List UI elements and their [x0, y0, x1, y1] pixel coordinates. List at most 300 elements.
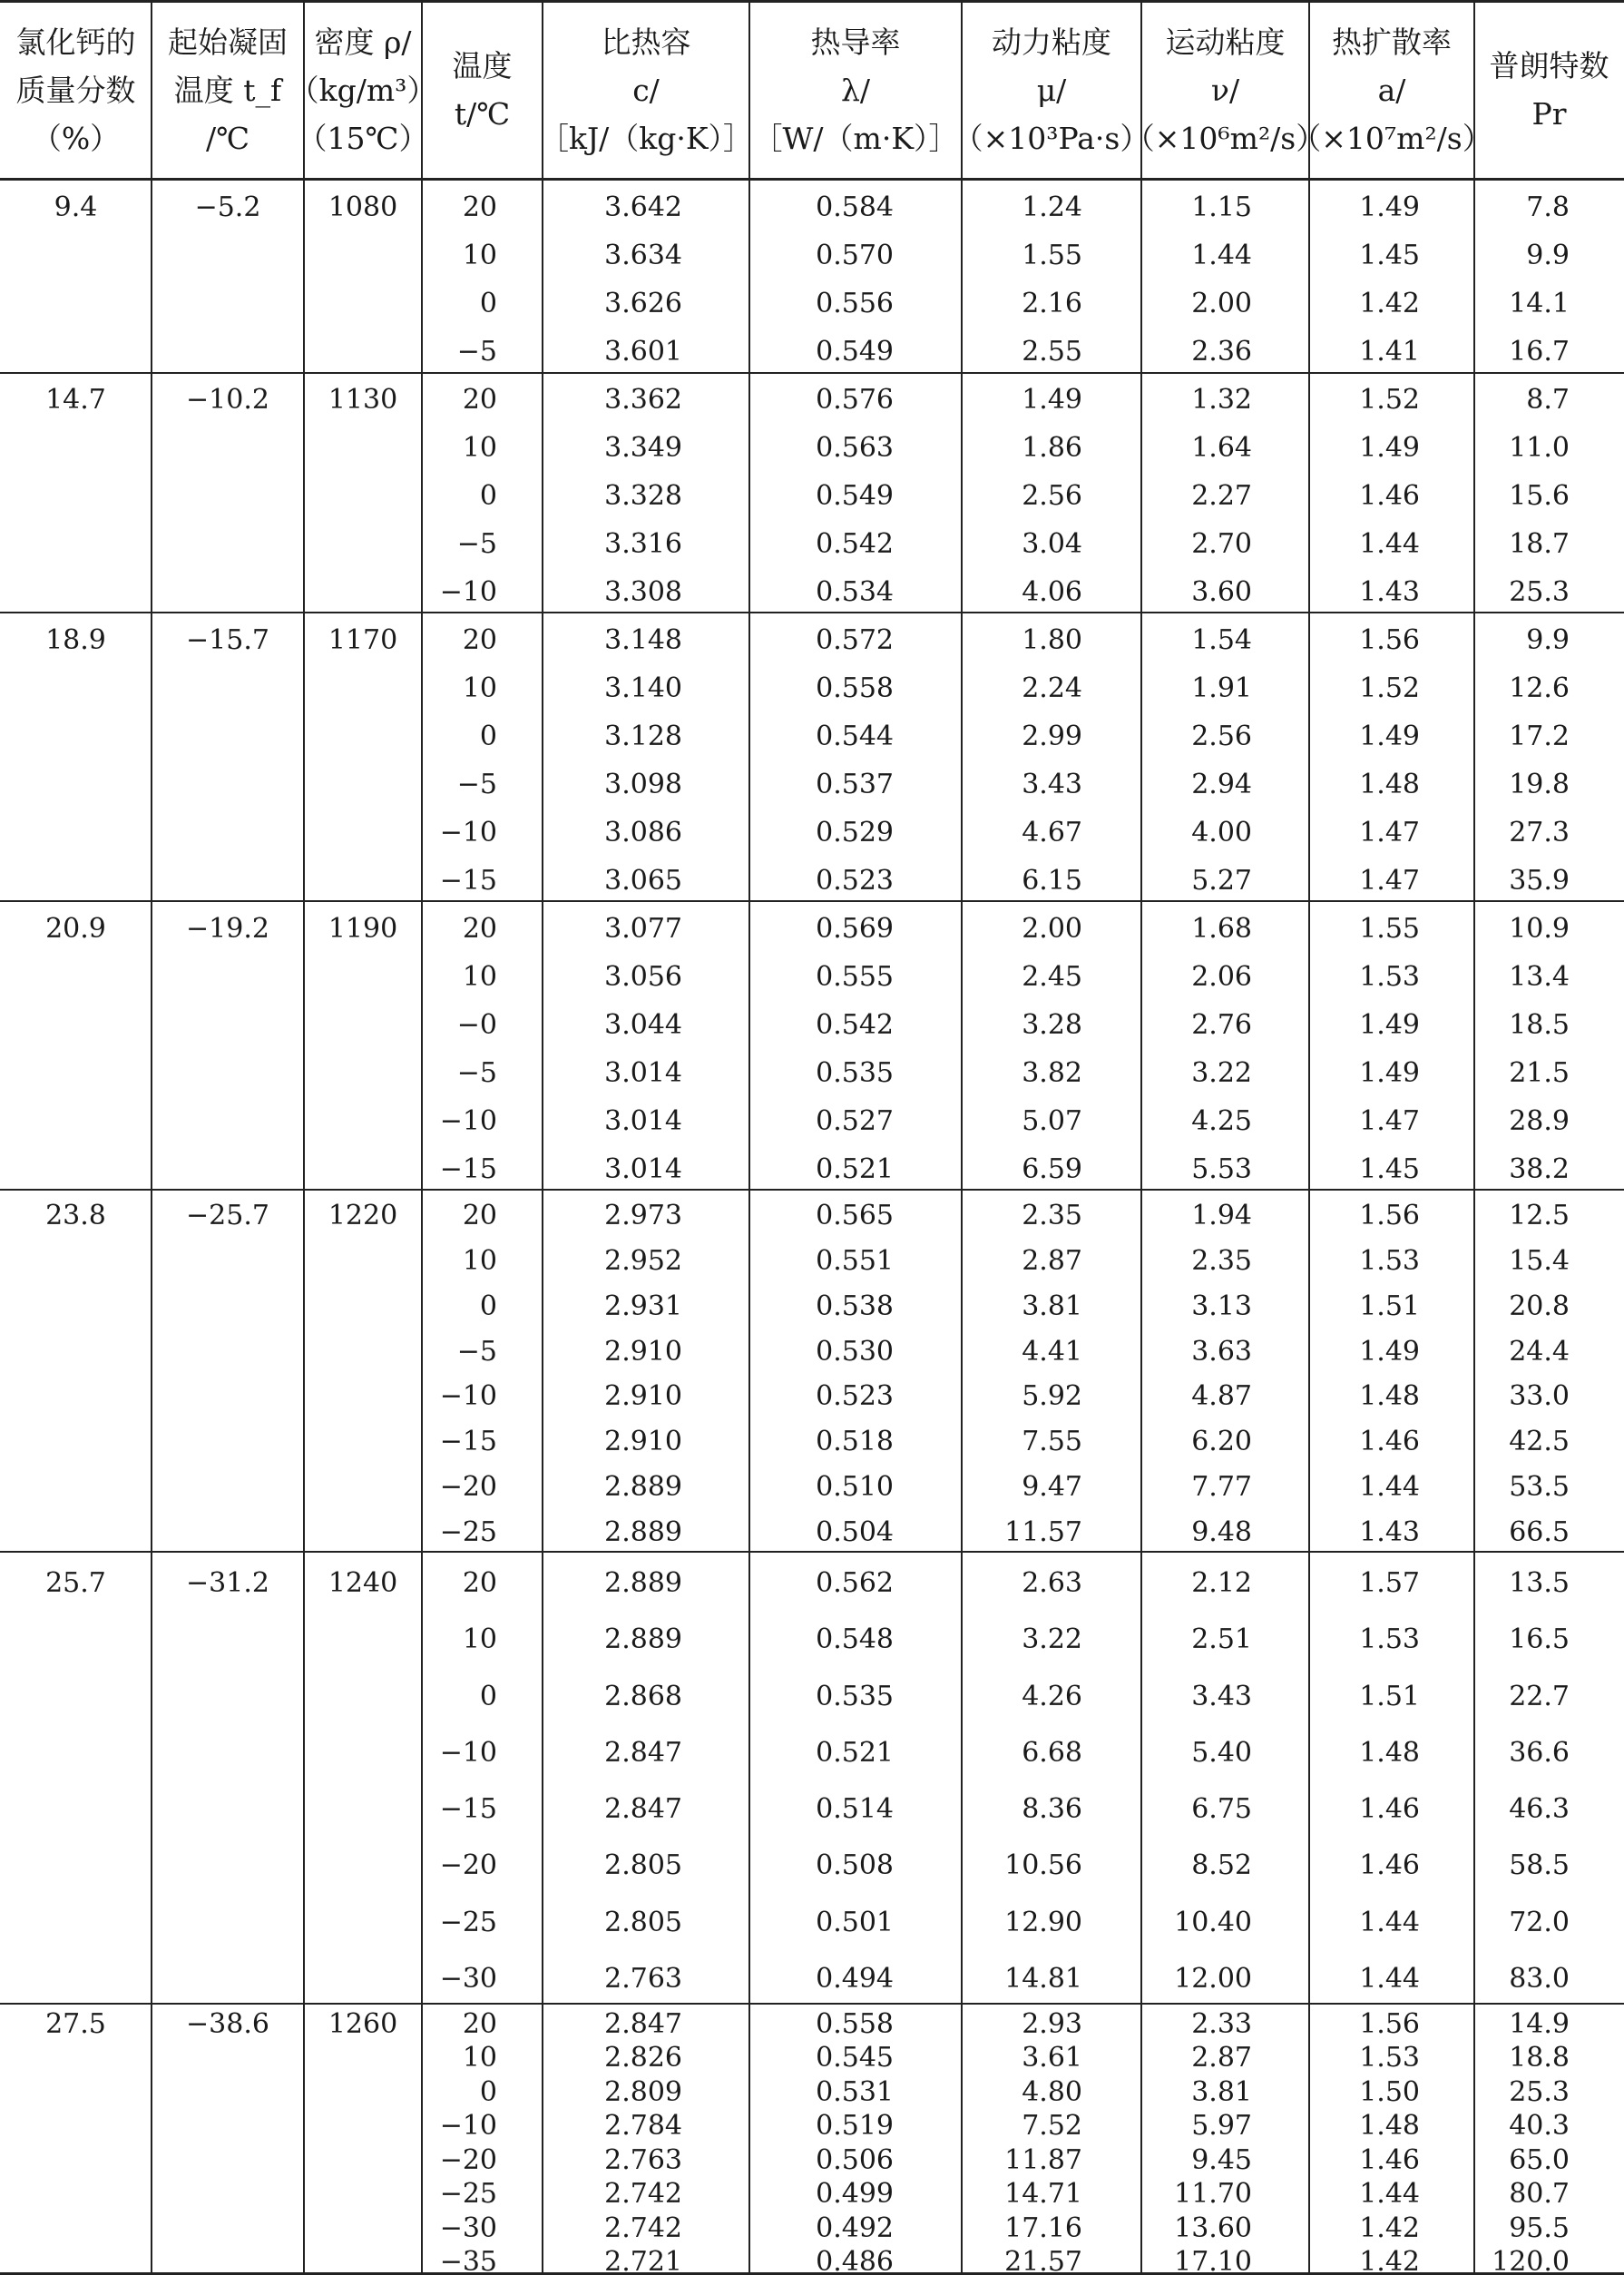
table-cell: 0	[479, 1290, 497, 1322]
table-cell: 65.0	[1509, 2143, 1570, 2176]
table-cell: 1.44	[1191, 239, 1252, 271]
table-cell: 8.7	[1526, 384, 1570, 417]
table-cell: 35.9	[1509, 864, 1570, 897]
table-cell: 2.931	[604, 1290, 682, 1322]
table-cell: 2.76	[1191, 1008, 1252, 1041]
table-cell: 0.535	[816, 1680, 894, 1712]
table-cell: 72.0	[1509, 1906, 1570, 1938]
table-cell: 0.521	[816, 1152, 894, 1185]
table-cell: 2.784	[604, 2110, 682, 2143]
column-header-line: μ/	[1036, 72, 1067, 108]
table-header	[0, 0, 1624, 180]
table-cell: 0.506	[816, 2143, 894, 2176]
table-cell: 2.910	[604, 1426, 682, 1458]
table-cell: 1.56	[1359, 1199, 1420, 1231]
table-cell: 2.16	[1022, 288, 1082, 320]
table-cell: 1.52	[1359, 384, 1420, 417]
table-cell: 1.80	[1022, 623, 1082, 656]
table-cell: −10	[439, 816, 497, 848]
table-cell: 12.5	[1509, 1199, 1570, 1231]
table-cell: −5	[456, 1056, 497, 1089]
table-cell: 10.9	[1509, 912, 1570, 945]
table-cell: 1.49	[1359, 1056, 1420, 1089]
table-cell: 2.36	[1191, 336, 1252, 368]
table-cell: 2.87	[1022, 1244, 1082, 1277]
table-cell: 1.49	[1022, 384, 1082, 417]
table-cell: 1.32	[1191, 384, 1252, 417]
column-header-line: 热扩散率	[1332, 24, 1452, 60]
table-cell: 6.20	[1191, 1426, 1252, 1458]
group-density: 1220	[328, 1199, 398, 1231]
table-cell: 3.04	[1022, 527, 1082, 560]
table-cell: 0.548	[816, 1623, 894, 1656]
table-cell: 2.51	[1191, 1623, 1252, 1656]
column-header	[1474, 0, 1624, 180]
table-cell: 3.098	[604, 768, 682, 800]
table-cell: 7.77	[1191, 1471, 1252, 1504]
table-cell: 1.48	[1359, 2110, 1420, 2143]
table-cell: 0.558	[816, 2007, 894, 2040]
table-cell: 12.6	[1509, 672, 1570, 704]
table-cell: 0	[479, 1680, 497, 1712]
table-cell: −35	[439, 2246, 497, 2279]
table-cell: 0.535	[816, 1056, 894, 1089]
table-cell: 20	[462, 191, 497, 223]
column-divider	[303, 0, 305, 2275]
table-cell: 1.57	[1359, 1567, 1420, 1600]
table-cell: 66.5	[1509, 1516, 1570, 1549]
table-cell: 1.49	[1359, 432, 1420, 465]
column-header-line: 温度	[452, 48, 513, 83]
table-cell: 8.52	[1191, 1849, 1252, 1882]
table-cell: 5.53	[1191, 1152, 1252, 1185]
table-cell: 4.87	[1191, 1380, 1252, 1413]
table-cell: −0	[456, 1008, 497, 1041]
table-cell: 1.46	[1359, 1849, 1420, 1882]
table-cell: 2.93	[1022, 2007, 1082, 2040]
table-cell: 24.4	[1509, 1335, 1570, 1368]
table-cell: 0.551	[816, 1244, 894, 1277]
table-cell: 4.00	[1191, 816, 1252, 848]
table-cell: 83.0	[1509, 1962, 1570, 1995]
table-cell: 6.15	[1022, 864, 1082, 897]
table-cell: 0.510	[816, 1471, 894, 1504]
table-cell: 2.889	[604, 1516, 682, 1549]
table-cell: 15.4	[1509, 1244, 1570, 1277]
table-cell: −30	[439, 1962, 497, 1995]
table-cell: 9.9	[1526, 239, 1570, 271]
table-cell: 5.40	[1191, 1736, 1252, 1769]
table-cell: 14.81	[1004, 1962, 1082, 1995]
table-cell: 25.3	[1509, 575, 1570, 608]
table-cell: 2.889	[604, 1471, 682, 1504]
table-cell: 0.508	[816, 1849, 894, 1882]
group-freezing-temp: −31.2	[186, 1567, 269, 1600]
table-cell: 17.2	[1509, 720, 1570, 752]
table-cell: 2.06	[1191, 960, 1252, 993]
table-cell: 46.3	[1509, 1793, 1570, 1826]
column-header-line: 氯化钙的	[15, 24, 136, 60]
table-cell: 14.71	[1004, 2178, 1082, 2211]
table-cell: 28.9	[1509, 1104, 1570, 1137]
table-cell: 2.805	[604, 1849, 682, 1882]
table-cell: 0.562	[816, 1567, 894, 1600]
table-cell: 3.148	[604, 623, 682, 656]
column-header-line: （×10³Pa·s）	[953, 120, 1150, 156]
table-cell: 0.537	[816, 768, 894, 800]
table-cell: 3.81	[1191, 2075, 1252, 2108]
table-cell: −10	[439, 1380, 497, 1413]
table-cell: 1.94	[1191, 1199, 1252, 1231]
table-cell: 9.45	[1191, 2143, 1252, 2176]
table-cell: 0	[479, 480, 497, 512]
table-cell: 16.5	[1509, 1623, 1570, 1656]
table-cell: 0.523	[816, 864, 894, 897]
table-cell: 1.42	[1359, 2246, 1420, 2279]
table-cell: 2.45	[1022, 960, 1082, 993]
table-cell: 0.542	[816, 527, 894, 560]
group-freezing-temp: −25.7	[186, 1199, 269, 1231]
table-cell: 1.44	[1359, 1906, 1420, 1938]
table-cell: 2.742	[604, 2211, 682, 2244]
table-cell: 0.556	[816, 288, 894, 320]
table-cell: 3.077	[604, 912, 682, 945]
column-header-line: ［kJ/（kg·K）］	[538, 120, 754, 156]
table-cell: 36.6	[1509, 1736, 1570, 1769]
column-header-line: （15℃）	[297, 120, 429, 156]
table-cell: 1.56	[1359, 623, 1420, 656]
table-cell: 3.81	[1022, 1290, 1082, 1322]
table-cell: 1.44	[1359, 1962, 1420, 1995]
table-cell: 27.3	[1509, 816, 1570, 848]
table-cell: 0	[479, 288, 497, 320]
column-header	[0, 0, 152, 180]
table-cell: 4.41	[1022, 1335, 1082, 1368]
table-cell: 0.527	[816, 1104, 894, 1137]
table-cell: 5.92	[1022, 1380, 1082, 1413]
table-cell: 17.10	[1174, 2246, 1252, 2279]
table-cell: 1.50	[1359, 2075, 1420, 2108]
table-cell: 0.501	[816, 1906, 894, 1938]
table-cell: 19.8	[1509, 768, 1570, 800]
table-cell: 4.06	[1022, 575, 1082, 608]
column-header-line: ν/	[1210, 72, 1240, 108]
table-cell: 0.514	[816, 1793, 894, 1826]
table-cell: 2.847	[604, 2007, 682, 2040]
table-cell: 3.065	[604, 864, 682, 897]
table-cell: 0.492	[816, 2211, 894, 2244]
table-cell: 10	[462, 960, 497, 993]
table-cell: 2.847	[604, 1736, 682, 1769]
table-cell: 10	[462, 239, 497, 271]
table-cell: 20	[462, 623, 497, 656]
table-cell: 20	[462, 1199, 497, 1231]
group-fraction: 27.5	[45, 2007, 106, 2040]
table-cell: 3.634	[604, 239, 682, 271]
table-cell: 3.63	[1191, 1335, 1252, 1368]
table-cell: 3.642	[604, 191, 682, 223]
table-cell: 12.90	[1004, 1906, 1082, 1938]
table-cell: −10	[439, 575, 497, 608]
table-cell: 2.910	[604, 1380, 682, 1413]
table-cell: 7.52	[1022, 2110, 1082, 2143]
table-cell: 5.27	[1191, 864, 1252, 897]
table-cell: −30	[439, 2211, 497, 2244]
table-cell: 7.8	[1526, 191, 1570, 223]
table-cell: 1.53	[1359, 960, 1420, 993]
table-cell: 3.626	[604, 288, 682, 320]
table-cell: 13.4	[1509, 960, 1570, 993]
table-cell: 15.6	[1509, 480, 1570, 512]
table-cell: 0.518	[816, 1426, 894, 1458]
table-cell: 20	[462, 912, 497, 945]
table-cell: 0.521	[816, 1736, 894, 1769]
table-cell: 3.43	[1191, 1680, 1252, 1712]
table-cell: 1.46	[1359, 2143, 1420, 2176]
column-header	[749, 0, 962, 180]
table-cell: 1.49	[1359, 720, 1420, 752]
table-cell: 3.60	[1191, 575, 1252, 608]
table-cell: 1.51	[1359, 1290, 1420, 1322]
group-fraction: 18.9	[45, 623, 106, 656]
group-fraction: 20.9	[45, 912, 106, 945]
table-cell: 0.572	[816, 623, 894, 656]
table-cell: 0.538	[816, 1290, 894, 1322]
table-cell: 80.7	[1509, 2178, 1570, 2211]
table-cell: 3.140	[604, 672, 682, 704]
group-density: 1260	[328, 2007, 398, 2040]
table-cell: 18.5	[1509, 1008, 1570, 1041]
table-cell: 53.5	[1509, 1471, 1570, 1504]
table-cell: 6.68	[1022, 1736, 1082, 1769]
table-cell: 1.48	[1359, 1380, 1420, 1413]
table-cell: 1.47	[1359, 1104, 1420, 1137]
column-header	[1291, 0, 1492, 180]
table-cell: −25	[439, 2178, 497, 2211]
table-cell: 1.15	[1191, 191, 1252, 223]
table-cell: 20.8	[1509, 1290, 1570, 1322]
table-cell: 3.056	[604, 960, 682, 993]
table-cell: 11.57	[1004, 1516, 1082, 1549]
column-header-line: Pr	[1531, 96, 1567, 132]
table-cell: 10	[462, 672, 497, 704]
table-cell: 5.07	[1022, 1104, 1082, 1137]
table-cell: 0	[479, 2075, 497, 2108]
table-cell: 9.48	[1191, 1516, 1252, 1549]
table-cell: 1.68	[1191, 912, 1252, 945]
table-cell: 0.519	[816, 2110, 894, 2143]
table-cell: 0.544	[816, 720, 894, 752]
table-cell: 0.549	[816, 336, 894, 368]
group-fraction: 14.7	[45, 384, 106, 417]
table-cell: 1.42	[1359, 288, 1420, 320]
table-cell: −25	[439, 1906, 497, 1938]
table-cell: 3.128	[604, 720, 682, 752]
table-cell: 4.67	[1022, 816, 1082, 848]
table-cell: 4.26	[1022, 1680, 1082, 1712]
column-header-line: （×10⁷m²/s）	[1291, 120, 1492, 156]
table-cell: 1.49	[1359, 1008, 1420, 1041]
table-cell: 5.97	[1191, 2110, 1252, 2143]
table-cell: 10	[462, 1244, 497, 1277]
column-header-line: ［W/（m·K）］	[752, 120, 959, 156]
table-cell: 2.56	[1191, 720, 1252, 752]
table-cell: 2.12	[1191, 1567, 1252, 1600]
table-cell: 1.24	[1022, 191, 1082, 223]
column-header-line: t/℃	[454, 96, 511, 132]
table-cell: 33.0	[1509, 1380, 1570, 1413]
table-cell: 1.46	[1359, 1426, 1420, 1458]
table-cell: 10.56	[1004, 1849, 1082, 1882]
column-header-line: 运动粘度	[1165, 24, 1286, 60]
table-cell: −10	[439, 1736, 497, 1769]
column-divider	[151, 0, 152, 2275]
table-cell: 2.973	[604, 1199, 682, 1231]
table-cell: 11.87	[1004, 2143, 1082, 2176]
table-cell: 1.51	[1359, 1680, 1420, 1712]
table-cell: 0.569	[816, 912, 894, 945]
table-cell: −5	[456, 1335, 497, 1368]
table-cell: 2.00	[1022, 912, 1082, 945]
table-cell: 2.763	[604, 1962, 682, 1995]
table-cell: 1.47	[1359, 816, 1420, 848]
table-cell: 1.44	[1359, 2178, 1420, 2211]
table-cell: 2.826	[604, 2042, 682, 2074]
table-cell: −15	[439, 1152, 497, 1185]
table-cell: 25.3	[1509, 2075, 1570, 2108]
column-header-line: 密度 ρ/	[314, 24, 412, 60]
group-freezing-temp: −15.7	[186, 623, 269, 656]
table-cell: 2.99	[1022, 720, 1082, 752]
table-cell: 2.868	[604, 1680, 682, 1712]
table-cell: 2.889	[604, 1567, 682, 1600]
table-cell: 16.7	[1509, 336, 1570, 368]
table-cell: 1.49	[1359, 1335, 1420, 1368]
table-cell: 9.47	[1022, 1471, 1082, 1504]
table-cell: 12.00	[1174, 1962, 1252, 1995]
column-header	[422, 0, 543, 180]
table-cell: 14.1	[1509, 288, 1570, 320]
table-cell: 3.362	[604, 384, 682, 417]
table-cell: 13.5	[1509, 1567, 1570, 1600]
table-cell: 2.910	[604, 1335, 682, 1368]
table-cell: 2.56	[1022, 480, 1082, 512]
table-cell: 1.64	[1191, 432, 1252, 465]
table-cell: 1.45	[1359, 1152, 1420, 1185]
table-cell: 0.529	[816, 816, 894, 848]
table-cell: 20	[462, 384, 497, 417]
table-cell: 0.499	[816, 2178, 894, 2211]
table-cell: 10	[462, 1623, 497, 1656]
table-cell: 1.48	[1359, 1736, 1420, 1769]
table-cell: −20	[439, 1849, 497, 1882]
table-cell: 40.3	[1509, 2110, 1570, 2143]
column-header-line: 质量分数	[15, 72, 136, 108]
table-cell: 3.014	[604, 1152, 682, 1185]
table-cell: 2.55	[1022, 336, 1082, 368]
table-cell: 1.54	[1191, 623, 1252, 656]
table-cell: 3.61	[1022, 2042, 1082, 2074]
column-header-line: 比热容	[601, 24, 691, 60]
table-cell: 1.53	[1359, 1244, 1420, 1277]
table-cell: 7.55	[1022, 1426, 1082, 1458]
table-cell: 13.60	[1174, 2211, 1252, 2244]
group-density: 1130	[328, 384, 398, 417]
table-cell: 11.70	[1174, 2178, 1252, 2211]
table-cell: 2.27	[1191, 480, 1252, 512]
table-cell: 1.91	[1191, 672, 1252, 704]
table-cell: 0.565	[816, 1199, 894, 1231]
table-cell: 10.40	[1174, 1906, 1252, 1938]
table-cell: 10	[462, 2042, 497, 2074]
column-header-line: 温度 t_f	[173, 72, 282, 108]
table-cell: 3.13	[1191, 1290, 1252, 1322]
table-cell: 9.9	[1526, 623, 1570, 656]
table-cell: 1.43	[1359, 575, 1420, 608]
column-header	[289, 0, 437, 180]
table-cell: 0.584	[816, 191, 894, 223]
group-fraction: 9.4	[54, 191, 98, 223]
table-cell: −10	[439, 2110, 497, 2143]
table-cell: −10	[439, 1104, 497, 1137]
table-cell: 2.33	[1191, 2007, 1252, 2040]
group-density: 1170	[328, 623, 398, 656]
table-cell: 58.5	[1509, 1849, 1570, 1882]
table-cell: 0.534	[816, 575, 894, 608]
column-header	[538, 0, 754, 180]
table-cell: 3.22	[1191, 1056, 1252, 1089]
table-cell: 4.25	[1191, 1104, 1252, 1137]
table-cell: 95.5	[1509, 2211, 1570, 2244]
table-cell: 21.5	[1509, 1056, 1570, 1089]
table-cell: 3.328	[604, 480, 682, 512]
table-cell: −5	[456, 768, 497, 800]
column-header-line: a/	[1377, 72, 1406, 108]
table-cell: −15	[439, 1426, 497, 1458]
table-cell: 2.87	[1191, 2042, 1252, 2074]
table-cell: 11.0	[1509, 432, 1570, 465]
column-header	[1124, 0, 1326, 180]
table-cell: 1.46	[1359, 480, 1420, 512]
table-cell: 2.809	[604, 2075, 682, 2108]
table-cell: 38.2	[1509, 1152, 1570, 1185]
table-cell: 2.889	[604, 1623, 682, 1656]
table-cell: 0.504	[816, 1516, 894, 1549]
table-cell: 3.316	[604, 527, 682, 560]
table-cell: 1.42	[1359, 2211, 1420, 2244]
table-cell: 2.70	[1191, 527, 1252, 560]
table-cell: 2.35	[1022, 1199, 1082, 1231]
table-cell: 1.52	[1359, 672, 1420, 704]
column-header-line: 起始凝固	[168, 24, 288, 60]
table-cell: 0.542	[816, 1008, 894, 1041]
group-freezing-temp: −5.2	[194, 191, 261, 223]
table-cell: 3.308	[604, 575, 682, 608]
group-freezing-temp: −19.2	[186, 912, 269, 945]
table-cell: 17.16	[1004, 2211, 1082, 2244]
group-density: 1190	[328, 912, 398, 945]
table-cell: −20	[439, 2143, 497, 2176]
table-cell: 2.742	[604, 2178, 682, 2211]
table-cell: 3.349	[604, 432, 682, 465]
table-cell: 18.7	[1509, 527, 1570, 560]
group-density: 1240	[328, 1567, 398, 1600]
table-cell: 1.43	[1359, 1516, 1420, 1549]
table-cell: 2.847	[604, 1793, 682, 1826]
table-cell: 10	[462, 432, 497, 465]
table-cell: 0.563	[816, 432, 894, 465]
table-cell: 3.014	[604, 1104, 682, 1137]
